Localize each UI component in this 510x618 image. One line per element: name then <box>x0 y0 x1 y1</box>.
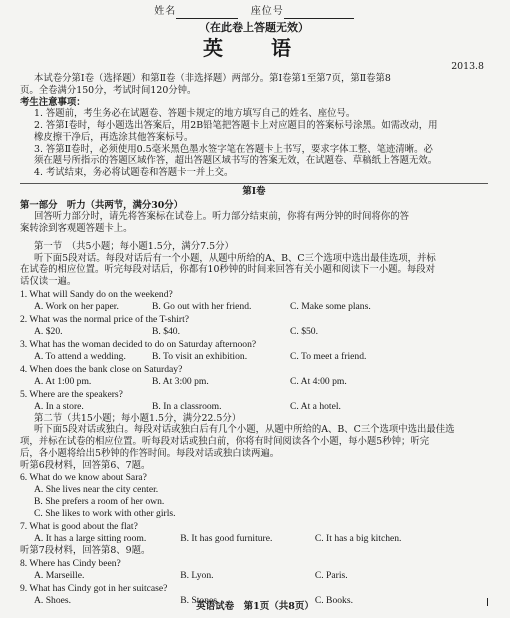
option-c: C. Make some plans. <box>290 300 371 312</box>
question-text: 9. What has Cindy got in her suitcase? <box>20 582 168 594</box>
option-c: C. At 4:00 pm. <box>290 375 347 387</box>
name-blank <box>176 9 238 19</box>
question-text: 6. What do we know about Sara? <box>20 472 147 484</box>
question-6 <box>20 472 488 520</box>
option-c: C. It has a big kitchen. <box>314 533 402 545</box>
divider <box>20 183 488 184</box>
part1-title: 第一部分 听力（共两节，满分30分） <box>20 199 184 211</box>
section1-desc-2: 在试卷的相应位置。听完每段对话后，你都有10秒钟的时间来回答有关小题和阅读下一小题。每段对 <box>20 264 436 276</box>
section1-title: 第一节 （共5小题；每小题1.5分，满分7.5分） <box>34 240 234 252</box>
note-4: 4. 考试结束，务必将试题卷和答题卡一并上交。 <box>34 167 234 178</box>
option-c: C. Books. <box>314 594 353 606</box>
page-footer: 英语试卷 第1页（共8页） <box>196 601 314 612</box>
question-3 <box>20 339 488 363</box>
notes-title: 考生注意事项： <box>20 96 86 108</box>
section1-desc-1: 听下面5段对话。每段对话后有一个小题，从题中所给的A、B、C三个选项中选出最佳选项，并标 <box>34 252 436 264</box>
question-7 <box>20 521 488 545</box>
section2-title: 第二节（共15小题；每小题1.5分，满分22.5分） <box>34 412 242 424</box>
part1-desc-2: 案转涂到客观题答题卡上。 <box>20 223 133 234</box>
page-title: 英 语 <box>203 36 305 61</box>
exam-date: 2013.8 <box>451 61 484 73</box>
section2-desc-2: 项，并标在试卷的相应位置。听每段对话或独白前，你将有时间阅读各个小题，每小题5秒钟；听完 <box>20 436 430 448</box>
answer-notice: （在此卷上答题无效） <box>199 20 309 34</box>
note-3: 3. 答第Ⅱ卷时，必须使用0.5毫米黑色墨水签字笔在答题卡上书写，要求字体工整、笔迹清晰。必 <box>34 143 433 155</box>
material-7-note: 听第7段材料，回答第8、9题。 <box>20 545 151 557</box>
option-a: A. At 1:00 pm. <box>34 375 92 387</box>
option-c: C. Paris. <box>314 569 348 581</box>
option-a: A. $20. <box>34 325 63 337</box>
question-2 <box>20 314 488 338</box>
note-2: 2. 答第Ⅰ卷时，每小题选出答案后，用2B铅笔把答题卡上对应题目的答案标号涂黑。如需改动，用 <box>34 120 438 131</box>
question-text: 2. What was the normal price of the T-shirt? <box>20 313 190 325</box>
intro-line-2: 页。全卷满分150分，考试时间120分钟。 <box>20 84 197 96</box>
option-c: C. She likes to work with other girls. <box>34 508 176 520</box>
note-3-cont: 须在题号所指示的答题区域作答，超出答题区域书写的答案无效，在试题卷、草稿纸上答题无效。 <box>34 155 438 167</box>
option-b: B. It has good furniture. <box>180 533 273 545</box>
question-text: 1. What will Sandy do on the weekend? <box>20 288 173 300</box>
option-a: A. Work on her paper. <box>34 300 119 312</box>
edge-mark <box>487 598 488 606</box>
seat-blank <box>284 9 354 19</box>
option-a: A. Marseille. <box>34 569 85 581</box>
question-text: 3. What has the woman decided to do on Saturday afternoon? <box>20 338 257 350</box>
section2-desc-1: 听下面5段对话或独白。每段对话或独白后有几个小题，从题中所给的A、B、C三个选项中选出最佳选 <box>34 424 455 436</box>
option-b: B. At 3:00 pm. <box>152 375 209 387</box>
option-c: C. $50. <box>290 325 318 337</box>
seat-label: 座位号 <box>250 6 284 17</box>
option-b: B. In a classroom. <box>152 400 222 412</box>
option-c: C. At a hotel. <box>290 400 341 412</box>
note-2-cont: 橡皮擦干净后，再选涂其他答案标号。 <box>34 131 194 143</box>
option-a: A. To attend a wedding. <box>34 350 126 362</box>
question-text: 8. Where has Cindy been? <box>20 558 121 569</box>
option-b: B. Stones. <box>180 594 220 606</box>
option-b: B. Go out with her friend. <box>152 300 252 312</box>
name-seat-line <box>20 6 488 19</box>
note-1: 1. 答题前，考生务必在试题卷、答题卡规定的地方填写自己的姓名、座位号。 <box>34 108 356 120</box>
option-a: A. She lives near the city center. <box>34 484 159 496</box>
option-b: B. To visit an exhibition. <box>152 350 248 362</box>
section1-desc-3: 话仅读一遍。 <box>20 276 77 287</box>
option-c: C. To meet a friend. <box>290 350 367 362</box>
option-a: A. Shoes. <box>34 594 72 606</box>
part1-desc-1: 回答听力部分时，请先将答案标在试卷上。听力部分结束前，你将有两分钟的时间将你的答 <box>34 211 410 223</box>
option-a: A. It has a large sitting room. <box>34 533 147 545</box>
volume-label: 第Ⅰ卷 <box>242 185 266 197</box>
question-text: 7. What is good about the flat? <box>20 521 138 533</box>
option-b: B. Lyon. <box>180 569 214 581</box>
question-text: 4. When does the bank close on Saturday? <box>20 363 183 375</box>
name-label: 姓名 <box>154 6 177 17</box>
question-5 <box>20 389 488 413</box>
intro-line-1: 本试卷分第Ⅰ卷（选择题）和第Ⅱ卷（非选择题）两部分。第Ⅰ卷第1至第7页，第Ⅱ卷第8 <box>34 73 391 84</box>
option-b: B. $40. <box>152 325 180 337</box>
question-8 <box>20 558 488 582</box>
question-4 <box>20 364 488 388</box>
question-1 <box>20 289 488 313</box>
material-6-note: 听第6段材料，回答第6、7题。 <box>20 459 151 471</box>
section2-desc-3: 后，各小题将给出5秒钟的作答时间。每段对话或独白读两遍。 <box>20 447 280 459</box>
option-b: B. She prefers a room of her own. <box>34 496 165 508</box>
question-text: 5. Where are the speakers? <box>20 388 123 400</box>
option-a: A. In a store. <box>34 400 84 412</box>
